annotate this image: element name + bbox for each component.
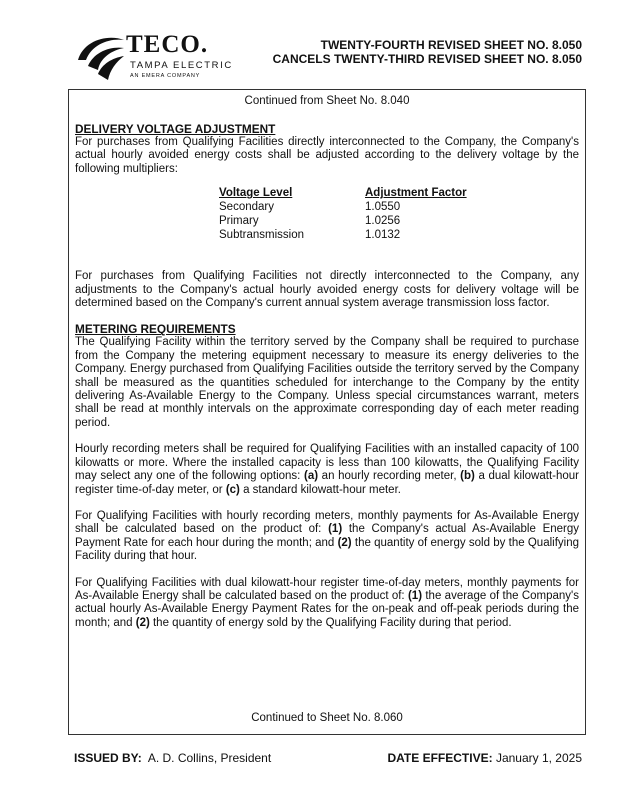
metering-heading: METERING REQUIREMENTS <box>75 322 236 337</box>
issued-by-label: ISSUED BY: <box>74 751 142 765</box>
date-effective-value: January 1, 2025 <box>495 751 582 765</box>
metering-paragraph-3: For Qualifying Facilities with hourly recording meters, monthly payments for As-Available Energy shall be calculated based on the product of: (1) the Company's actual As-Available Energy Payment Rate for each hour during the month; and (2) the quantity of energy sold by the Qualifying Facility during that hour. <box>75 509 580 563</box>
delivery-intro: For purchases from Qualifying Facilities directly interconnected to the Company, the Company's actual hourly avoided energy costs shall be adjusted according to the delivery voltage by the following multipliers: <box>75 136 579 175</box>
sheet-line-1: TWENTY-FOURTH REVISED SHEET NO. 8.050 <box>320 38 582 52</box>
col-voltage-level: Voltage Level <box>219 187 293 200</box>
sheet-line-2: CANCELS TWENTY-THIRD REVISED SHEET NO. 8.050 <box>272 52 582 66</box>
logo-tagline: AN EMERA COMPANY <box>130 73 201 79</box>
delivery-after: For purchases from Qualifying Facilities not directly interconnected to the Company, any adjustments to the Company's actual hourly avoided energy costs for delivery voltage will be determined based on the Company's current annual system average transmission loss factor. <box>75 270 579 310</box>
adjustment-factor-table <box>219 186 467 242</box>
voltage-level: Subtransmission <box>219 229 305 242</box>
continued-from: Continued from Sheet No. 8.040 <box>244 95 410 107</box>
date-effective-label: DATE EFFECTIVE: <box>387 751 493 765</box>
logo-subtitle: TAMPA ELECTRIC <box>130 60 233 71</box>
adjustment-factor: 1.0256 <box>365 215 401 228</box>
teco-swoosh-icon <box>74 30 126 82</box>
table-row <box>219 214 467 228</box>
col-adjustment-factor: Adjustment Factor <box>365 187 467 200</box>
metering-paragraph-2: Hourly recording meters shall be required for Qualifying Facilities with an installed capacity of 100 kilowatts or more. Where the installed capacity is less than 100 kilowatts, the Qualifying Facility may select any one of the following options: (a) an hourly recording meter, (b) a dual kilowatt-hour register time-of-day meter, or (c) a standard kilowatt-hour meter. <box>75 443 579 496</box>
logo-brand: TECO. <box>126 31 209 58</box>
company-logo <box>74 30 274 86</box>
issued-by-value: A. D. Collins, President <box>147 751 272 765</box>
metering-paragraph-4: For Qualifying Facilities with dual kilowatt-hour register time-of-day meters, monthly payments for As-Available Energy shall be calculated based on the product of: (1) the average of the Company's actual hourly As-Available Energy Payment Rates for the on-peak and off-peak periods during the month; and (2) the quantity of energy sold by the Qualifying Facility during that period. <box>75 576 579 629</box>
issued-by <box>74 751 271 765</box>
continued-to: Continued to Sheet No. 8.060 <box>251 712 403 724</box>
table-row <box>219 200 467 214</box>
delivery-voltage-heading: DELIVERY VOLTAGE ADJUSTMENT <box>75 122 276 136</box>
voltage-level: Primary <box>219 215 259 228</box>
voltage-level: Secondary <box>219 201 274 214</box>
table-row <box>219 228 467 242</box>
adjustment-factor: 1.0132 <box>365 229 401 242</box>
sheet-number-header <box>273 38 582 66</box>
metering-paragraph-1: The Qualifying Facility within the territory served by the Company shall be required to purchase from the Company the metering equipment necessary to measure its energy deliveries to the Company. Energy purchased from Qualifying Facilities outside the territory served by the Company shall be measured as the quantities scheduled for interchange to the Company by the entity delivering As-Available Energy to the Company. Unless special circumstances warrant, meters shall be read at monthly intervals on the approximate corresponding day of each meter reading period. <box>75 336 579 429</box>
tariff-content-box <box>68 89 586 735</box>
date-effective <box>387 751 582 765</box>
adjustment-factor: 1.0550 <box>365 201 401 214</box>
